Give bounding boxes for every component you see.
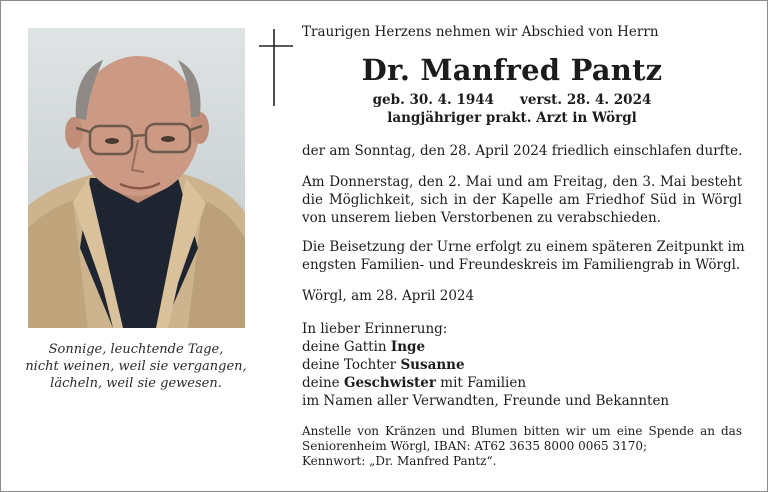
burial-paragraph — [302, 238, 745, 274]
quote-line: lächeln, weil sie gewesen. — [50, 376, 222, 391]
passing-paragraph — [302, 142, 742, 160]
mourner-others: im Namen aller Verwandten, Freunde und Bekannten — [302, 393, 670, 409]
life-dates — [302, 92, 722, 108]
mourner-name: Inge — [390, 339, 426, 355]
profession: langjähriger prakt. Arzt in Wörgl — [387, 110, 637, 126]
quote-line: nicht weinen, weil sie vergangen, — [25, 359, 247, 374]
mourner-name: Susanne — [400, 357, 465, 373]
mourner-relation: deine Gattin — [302, 339, 391, 355]
death-date: verst. 28. 4. 2024 — [520, 92, 652, 108]
place-date — [302, 287, 742, 305]
mourner-name: Geschwister — [343, 375, 436, 391]
intro-line: Traurigen Herzens nehmen wir Abschied von Herrn — [302, 24, 659, 40]
mourner-relation: deine Tochter — [302, 357, 401, 373]
cross-icon — [259, 29, 293, 106]
mourner-suffix: mit Familien — [435, 375, 527, 391]
portrait-photo — [28, 28, 245, 328]
text-line: engsten Familien- und Freundeskreis im Familiengrab in Wörgl. — [302, 257, 741, 273]
mourner-daughter — [302, 356, 742, 374]
quote-line: Sonnige, leuchtende Tage, — [48, 342, 224, 357]
memorial-quote — [11, 341, 261, 392]
text-line: Wörgl, am 28. April 2024 — [302, 288, 475, 304]
text-line: Die Beisetzung der Urne erfolgt zu einem späteren Zeitpunkt im — [302, 239, 745, 255]
deceased-name: Dr. Manfred Pantz — [361, 53, 663, 87]
text-line: der am Sonntag, den 28. April 2024 friedlich einschlafen durfte. — [302, 143, 743, 159]
text-line: Kennwort: „Dr. Manfred Pantz“. — [302, 454, 497, 468]
mourner-relation: deine — [302, 375, 344, 391]
donation-note — [302, 424, 742, 469]
mourners-heading: In lieber Erinnerung: — [302, 321, 448, 337]
mourner-wife — [302, 338, 742, 356]
farewell-paragraph — [302, 173, 742, 227]
text-line: von unserem lieben Verstorbenen zu verabschieden. — [302, 210, 661, 226]
text-line: die Möglichkeit, sich in der Kapelle am Friedhof Süd in Wörgl — [302, 192, 742, 208]
mourner-siblings — [302, 374, 742, 392]
text-line: Seniorenheim Wörgl, IBAN: AT62 3635 8000 0065 3170; — [302, 439, 648, 453]
mourners-list — [302, 320, 742, 410]
birth-date: geb. 30. 4. 1944 — [372, 92, 495, 108]
text-line: Am Donnerstag, den 2. Mai und am Freitag, den 3. Mai besteht — [302, 174, 742, 190]
text-line: Anstelle von Kränzen und Blumen bitten wir um eine Spende an das — [302, 424, 742, 438]
